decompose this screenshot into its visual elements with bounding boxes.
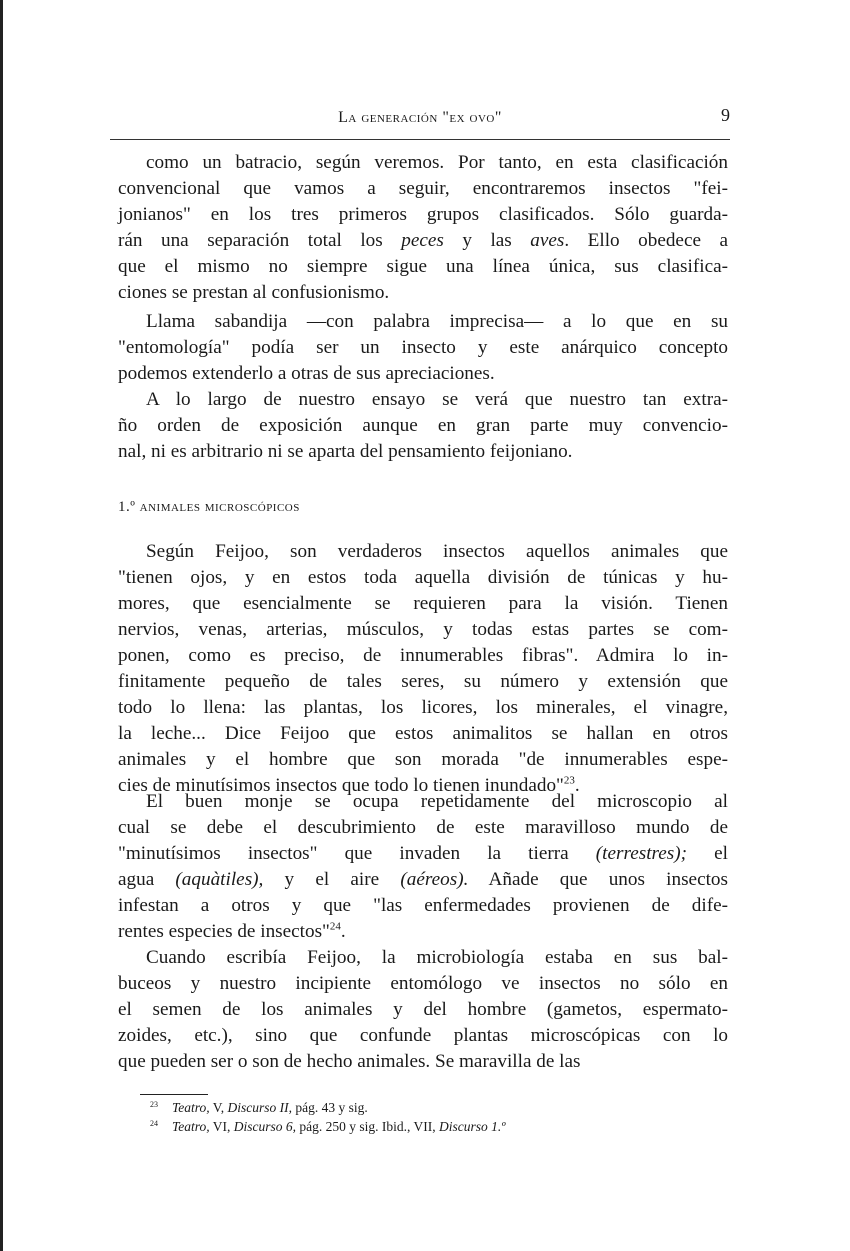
text-line xyxy=(146,388,728,412)
footnote-reference: como un batracio, según veremos. Por tanto, en esta clasificación xyxy=(146,152,728,173)
text-line xyxy=(146,790,728,814)
footnote-reference: que el mismo no siempre sigue una línea única, sus clasifica- xyxy=(118,256,728,277)
footnote-reference: Añade que unos insectos xyxy=(468,869,728,890)
footnote-reference: cual se debe el descubrimiento de este maravilloso mundo de xyxy=(118,817,728,838)
footnote-reference: Llama sabandija —con palabra imprecisa— a lo que en su xyxy=(146,311,728,332)
footnote xyxy=(150,1119,506,1135)
footnote-reference: convencional que vamos a seguir, encontraremos insectos "fei- xyxy=(118,178,728,199)
text-line xyxy=(146,946,728,970)
footnote-reference: agua xyxy=(118,869,176,890)
footnote-reference: "tienen ojos, y en estos toda aquella división de túnicas y hu- xyxy=(118,567,728,588)
text-line xyxy=(118,414,728,438)
text-segment: (aquàtiles), xyxy=(175,869,264,890)
footnote-reference: pág. 43 y sig. xyxy=(292,1100,368,1115)
text-line xyxy=(118,842,728,866)
text-line xyxy=(118,998,728,1022)
header-rule xyxy=(110,139,730,140)
page-number: 9 xyxy=(721,105,730,125)
text-line xyxy=(118,281,728,305)
running-title: La generación "ex ovo" xyxy=(338,109,502,126)
text-segment: peces xyxy=(401,230,444,251)
text-segment: Discurso 6, xyxy=(233,1119,297,1134)
footnote-reference: "entomología" podía ser un insecto y este anárquico concepto xyxy=(118,337,728,358)
text-line xyxy=(146,540,728,564)
scan-edge xyxy=(0,0,3,1251)
footnote-reference: "minutísimos insectos" que invaden la tierra xyxy=(118,843,596,864)
text-line xyxy=(146,151,728,175)
footnote-reference: infestan a otros y que "las enfermedades provienen de dife- xyxy=(118,895,728,916)
text-line xyxy=(118,670,728,694)
text-line xyxy=(118,203,728,227)
text-line xyxy=(118,566,728,590)
footnote-reference: pág. 250 y sig. Ibid., VII, xyxy=(296,1119,440,1134)
text-line xyxy=(118,696,728,720)
footnote-reference: . xyxy=(574,775,580,796)
footnote-reference: ciones se prestan al confusionismo. xyxy=(118,282,390,303)
footnote-reference: el xyxy=(687,843,728,864)
text-line xyxy=(118,440,728,464)
text-line xyxy=(118,868,728,892)
text-line xyxy=(118,644,728,668)
text-line xyxy=(118,1024,728,1048)
footnote-reference: todo lo llena: las plantas, los licores, los minerales, el vinagre, xyxy=(118,697,728,718)
page-header xyxy=(110,104,730,134)
footnote-number: 24 xyxy=(150,1118,158,1128)
footnote-reference: . xyxy=(340,921,346,942)
text-line xyxy=(118,229,728,253)
text-line xyxy=(118,618,728,642)
text-line xyxy=(118,894,728,918)
footnote-number: 23 xyxy=(150,1099,158,1109)
footnote-reference: zoides, etc.), sino que confunde plantas microscópicas con lo xyxy=(118,1025,728,1046)
footnote-reference: nervios, venas, arterias, músculos, y todas estas partes se com- xyxy=(118,619,728,640)
footnote-reference: 24 xyxy=(329,920,341,933)
text-segment: Teatro, xyxy=(172,1119,210,1134)
footnote-reference: mores, que esencialmente se requieren para la visión. Tienen xyxy=(118,593,728,614)
footnote-reference: que pueden ser o son de hecho animales. Se maravilla de las xyxy=(118,1051,581,1072)
footnote-reference: jonianos" en los tres primeros grupos clasificados. Sólo guarda- xyxy=(118,204,728,225)
footnote-reference: Según Feijoo, son verdaderos insectos aquellos animales que xyxy=(146,541,728,562)
text-line xyxy=(146,310,728,334)
text-line xyxy=(118,362,728,386)
footnote-rule xyxy=(140,1094,208,1095)
text-line xyxy=(118,972,728,996)
text-line xyxy=(118,748,728,772)
footnote-reference: buceos y nuestro incipiente entomólogo ve insectos no sólo en xyxy=(118,973,728,994)
footnote-reference: rán una separación total los xyxy=(118,230,402,251)
footnote-reference: animales y el hombre que son morada "de innumerables espe- xyxy=(118,749,728,770)
footnote-reference: El buen monje se ocupa repetidamente del microscopio al xyxy=(146,791,728,812)
footnote-reference: y el aire xyxy=(263,869,401,890)
section-heading: 1.º animales microscópicos xyxy=(118,499,300,515)
text-line xyxy=(118,177,728,201)
footnote-reference: y las xyxy=(443,230,531,251)
footnote-reference: la leche... Dice Feijoo que estos animalitos se hallan en otros xyxy=(118,723,728,744)
footnote-reference: VI, xyxy=(209,1119,234,1134)
footnote-reference: 23 xyxy=(563,774,575,787)
text-segment: Discurso 1.º xyxy=(439,1119,506,1134)
footnote-reference: cies de minutísimos insectos que todo lo tienen inundado" xyxy=(118,775,564,796)
footnote-reference: Cuando escribía Feijoo, la microbiología estaba en sus bal- xyxy=(146,947,728,968)
text-line xyxy=(118,816,728,840)
text-line xyxy=(118,920,728,944)
footnote-reference: A lo largo de nuestro ensayo se verá que nuestro tan extra- xyxy=(146,389,728,410)
text-segment: Teatro, xyxy=(172,1100,210,1115)
text-line xyxy=(118,592,728,616)
footnote-reference: . Ello obedece a xyxy=(564,230,728,251)
footnote-reference: finitamente pequeño de tales seres, su número y extensión que xyxy=(118,671,728,692)
text-segment: aves xyxy=(530,230,565,251)
footnote-reference: ponen, como es preciso, de innumerables fibras". Admira lo in- xyxy=(118,645,728,666)
footnote-reference: ño orden de exposición aunque en gran parte muy convencio- xyxy=(118,415,728,436)
footnote-reference: rentes especies de insectos" xyxy=(118,921,330,942)
footnote-reference: nal, ni es arbitrario ni se aparta del pensamiento feijoniano. xyxy=(118,441,573,462)
text-line xyxy=(118,1050,728,1074)
footnote-reference: V, xyxy=(209,1100,228,1115)
text-segment: (terrestres); xyxy=(595,843,688,864)
text-segment: (aéreos). xyxy=(400,869,469,890)
text-line xyxy=(118,722,728,746)
footnote xyxy=(150,1100,368,1116)
footnote-reference: el semen de los animales y del hombre (gametos, espermato- xyxy=(118,999,728,1020)
text-line xyxy=(118,255,728,279)
text-line xyxy=(118,336,728,360)
footnote-reference: podemos extenderlo a otras de sus apreciaciones. xyxy=(118,363,495,384)
text-segment: Discurso II, xyxy=(227,1100,293,1115)
